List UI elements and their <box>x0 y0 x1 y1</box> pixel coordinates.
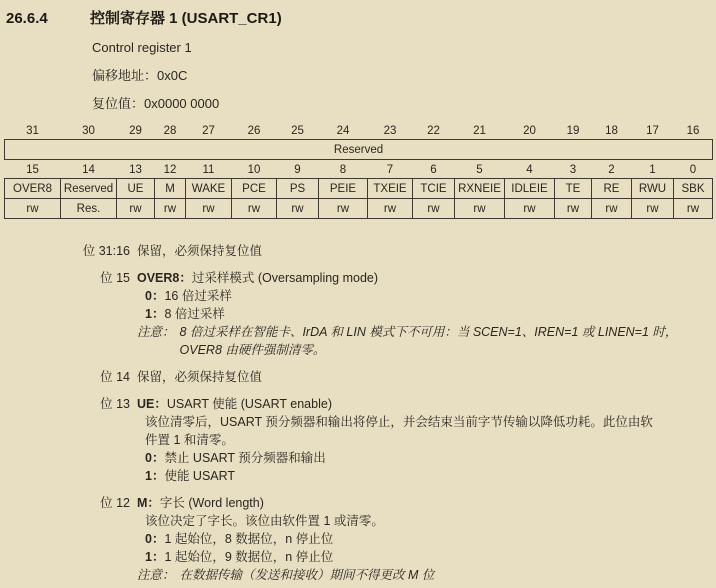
bit-number-cell: 29 <box>129 125 142 137</box>
field-name-cell: WAKE <box>186 179 232 199</box>
bit-entry-15 <box>0 269 716 359</box>
value-prefix: 0： <box>145 532 165 546</box>
description-line: 件置 1 和清零。 <box>145 433 234 447</box>
bit-number-cell: 28 <box>163 125 177 137</box>
register-intro <box>92 40 716 112</box>
bit-range-label: 位 14 <box>100 370 130 384</box>
bit-number-cell: 20 <box>523 125 536 137</box>
offset-address-line <box>92 68 716 84</box>
value-prefix: 0： <box>145 451 165 465</box>
note-label: 注意： <box>137 568 175 582</box>
reset-value-value: 0x0000 0000 <box>144 96 220 111</box>
page-title: 控制寄存器 1 (USART_CR1) <box>90 10 282 27</box>
bit-range-label: 位 13 <box>100 397 130 411</box>
note-line: OVER8 由硬件强制清零。 <box>179 343 326 357</box>
bit-entry-12 <box>0 494 716 584</box>
bit-number-cell: 4 <box>526 164 533 176</box>
bit-title: 字长 (Word length) <box>159 496 264 510</box>
bit-entry-14 <box>0 368 716 386</box>
access-type-cell: rw <box>632 199 674 219</box>
field-name-cell: RE <box>592 179 632 199</box>
note-line: 在数据传输（发送和接收）期间不得更改 M 位 <box>179 568 435 582</box>
value-item <box>145 305 716 323</box>
bit-number-cell: 27 <box>202 125 215 137</box>
bit-number-cell: 17 <box>646 125 659 137</box>
bit-number-cell: 30 <box>82 125 95 137</box>
reserved-field-cell: Reserved <box>5 140 713 160</box>
bit-number-cell: 22 <box>427 125 440 137</box>
field-name-cell: IDLEIE <box>505 179 555 199</box>
access-type-cell: rw <box>674 199 713 219</box>
offset-address-value: 0x0C <box>157 68 188 83</box>
bit-number-cell: 25 <box>291 125 304 137</box>
bit-number-cell: 14 <box>82 164 95 176</box>
field-name-cell: PS <box>277 179 319 199</box>
field-name-cell: OVER8 <box>5 179 61 199</box>
bit-range-label: 位 12 <box>100 496 130 510</box>
bit-title: USART 使能 (USART enable) <box>166 397 332 411</box>
value-text: 16 倍过采样 <box>164 289 232 303</box>
value-prefix: 1： <box>145 469 165 483</box>
access-type-cell: rw <box>5 199 61 219</box>
bit-entry-13 <box>0 395 716 485</box>
section-heading <box>0 0 716 28</box>
field-name-cell: TXEIE <box>368 179 413 199</box>
value-text: 使能 USART <box>164 469 236 483</box>
value-text: 8 倍过采样 <box>164 307 225 321</box>
field-name-cell: UE <box>117 179 155 199</box>
bit-field-name: M： <box>137 496 160 510</box>
access-type-cell: rw <box>555 199 592 219</box>
bit-number-cell: 8 <box>339 164 347 176</box>
value-prefix: 1： <box>145 550 165 564</box>
bit-number-cell: 31 <box>26 125 39 137</box>
value-item <box>145 548 716 566</box>
bit-number-cell: 13 <box>129 164 142 176</box>
field-name-cell: PCE <box>232 179 277 199</box>
bit-number-cell: 23 <box>383 125 397 137</box>
bit-number-cell: 12 <box>163 164 177 176</box>
bit-number-cell: 2 <box>608 164 615 176</box>
note-label: 注意： <box>137 325 175 339</box>
access-type-cell: rw <box>232 199 277 219</box>
value-item <box>145 449 716 467</box>
field-name-cell: M <box>155 179 186 199</box>
reset-value-label: 复位值： <box>92 96 145 111</box>
value-item <box>145 467 716 485</box>
value-item <box>145 530 716 548</box>
bit-number-cell: 21 <box>473 125 486 137</box>
value-text: 禁止 USART 预分频器和输出 <box>164 451 326 465</box>
note-block <box>137 323 716 359</box>
access-type-cell: rw <box>186 199 232 219</box>
bit-number-cell: 1 <box>649 164 656 176</box>
access-type-cell: rw <box>277 199 319 219</box>
value-text: 1 起始位，8 数据位，n 停止位 <box>164 532 334 546</box>
field-name-cell: TE <box>555 179 592 199</box>
access-type-cell: rw <box>319 199 368 219</box>
bit-number-cell: 15 <box>26 164 39 176</box>
bit-number-cell: 16 <box>686 125 700 137</box>
high-field-row <box>5 140 713 160</box>
reset-value-line <box>92 96 716 112</box>
access-type-cell: rw <box>117 199 155 219</box>
value-prefix: 1： <box>145 307 165 321</box>
access-type-cell: rw <box>368 199 413 219</box>
note-line: 8 倍过采样在智能卡、IrDA 和 LIN 模式下不可用：当 SCEN=1、IREN=1 或 LINEN=1 时， <box>179 325 678 339</box>
bit-number-cell: 0 <box>689 164 697 176</box>
value-prefix: 0： <box>145 289 165 303</box>
bit-title: 保留，必须保持复位值 <box>137 244 263 258</box>
bit-title: 过采样模式 (Oversampling mode) <box>191 271 379 285</box>
access-type-cell: Res. <box>61 199 117 219</box>
field-name-cell: RXNEIE <box>455 179 505 199</box>
bit-number-cell: 6 <box>430 164 437 176</box>
bit-descriptions <box>0 242 716 584</box>
bit-field-name: OVER8： <box>137 271 192 285</box>
access-type-cell: rw <box>505 199 555 219</box>
bit-number-cell: 9 <box>294 164 301 176</box>
note-block <box>137 566 716 584</box>
register-subtitle: Control register 1 <box>92 40 192 55</box>
high-bit-numbers-row <box>5 121 713 140</box>
bit-entry-head <box>0 494 716 512</box>
access-types-row <box>5 199 713 219</box>
bit-field-name: UE： <box>137 397 167 411</box>
bit-entry-31-16 <box>0 242 716 260</box>
register-bit-table <box>4 121 713 219</box>
field-name-cell: PEIE <box>319 179 368 199</box>
access-type-cell: rw <box>592 199 632 219</box>
bit-entry-head <box>0 368 716 386</box>
offset-address-label: 偏移地址： <box>92 68 158 83</box>
access-type-cell: rw <box>455 199 505 219</box>
field-name-cell: RWU <box>632 179 674 199</box>
value-item <box>145 287 716 305</box>
field-name-cell: SBK <box>674 179 713 199</box>
bit-entry-head <box>0 395 716 413</box>
low-bit-numbers-row <box>5 160 713 179</box>
bit-title: 保留，必须保持复位值 <box>137 370 263 384</box>
bit-number-cell: 5 <box>476 164 483 176</box>
field-name-cell: Reserved <box>61 179 117 199</box>
bit-range-label: 位 15 <box>100 271 130 285</box>
bit-number-cell: 11 <box>202 164 215 176</box>
bit-number-cell: 3 <box>569 164 577 176</box>
bit-number-cell: 26 <box>247 125 261 137</box>
bit-number-cell: 24 <box>336 125 350 137</box>
access-type-cell: rw <box>413 199 455 219</box>
bit-entry-head <box>0 242 716 260</box>
value-text: 1 起始位，9 数据位，n 停止位 <box>164 550 334 564</box>
bit-number-cell: 19 <box>566 125 580 137</box>
section-number: 26.6.4 <box>6 10 48 27</box>
bit-entry-head <box>0 269 716 287</box>
access-type-cell: rw <box>155 199 186 219</box>
field-name-cell: TCIE <box>413 179 455 199</box>
description-line: 该位清零后，USART 预分频器和输出将停止，并会结束当前字节传输以降低功耗。此位由软 <box>145 415 653 429</box>
bit-number-cell: 10 <box>247 164 261 176</box>
bit-number-cell: 7 <box>386 164 394 176</box>
field-names-row <box>5 179 713 199</box>
description-line: 该位决定了字长。该位由软件置 1 或清零。 <box>145 514 384 528</box>
bit-number-cell: 18 <box>605 125 618 137</box>
bit-range-label: 位 31:16 <box>82 244 130 258</box>
